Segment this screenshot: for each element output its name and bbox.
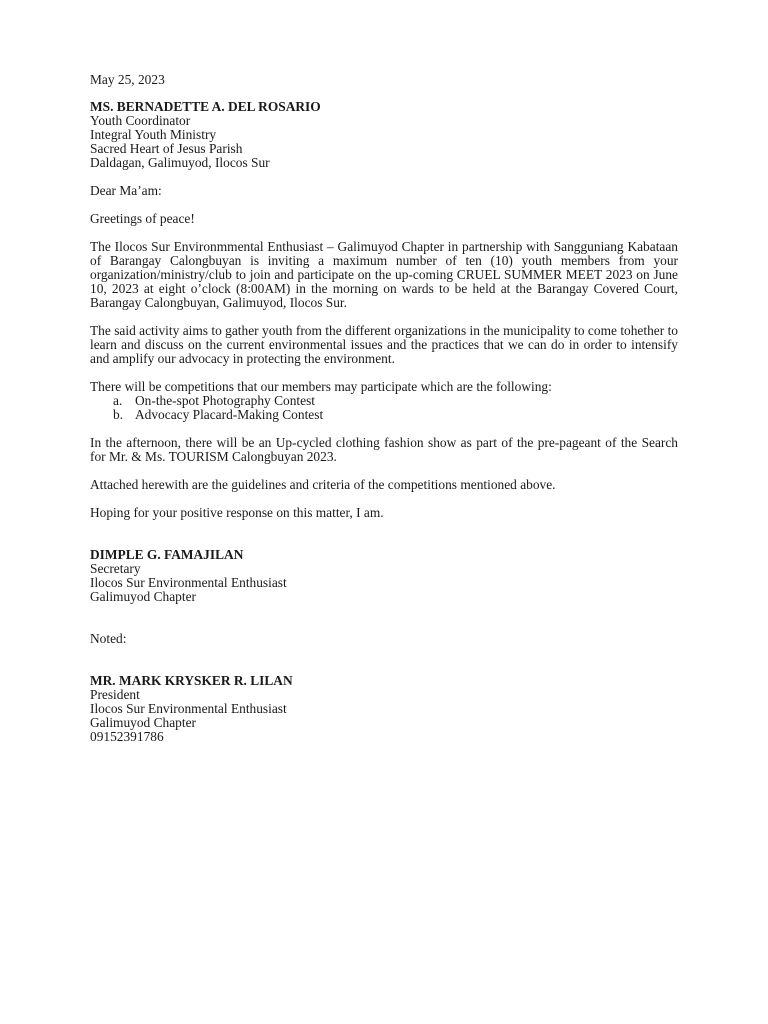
paragraph-attachments: Attached herewith are the guidelines and criteria of the competitions mentioned above. [90,477,556,492]
list-marker: b. [113,407,124,422]
noter-chapter: Galimuyod Chapter [90,715,196,730]
paragraph-fashion-show: In the afternoon, there will be an Up-cycled clothing fashion show as part of the pre-pageant of the Search for Mr. & Ms. TOURISM Calongbuyan 2023. [90,435,678,464]
recipient-parish: Sacred Heart of Jesus Parish [90,141,243,156]
noted-label: Noted: [90,631,127,646]
paragraph-invitation: The Ilocos Sur Environmmental Enthusiast – Galimuyod Chapter in partnership with Sangguniang Kabataan of Barangay Calongbuyan is inviting a maximum number of ten (10) youth members from your organization/ministry/club to join and participate on the up-coming CRUEL SUMMER MEET 2023 on June 10, 2023 at eight o’clock (8:00AM) in the morning on wards to be held at the Barangay Covered Court, Barangay Calongbuyan, Galimuyod, Ilocos Sur. [90,239,678,310]
sender-chapter: Galimuyod Chapter [90,589,196,604]
sender-org: Ilocos Sur Environmental Enthusiast [90,575,287,590]
recipient-title: Youth Coordinator [90,113,191,128]
sender-block [90,548,678,604]
greeting: Greetings of peace! [90,211,195,226]
noter-org: Ilocos Sur Environmental Enthusiast [90,701,287,716]
list-item [90,394,678,408]
recipient-org: Integral Youth Ministry [90,127,217,142]
recipient-name: MS. BERNADETTE A. DEL ROSARIO [90,99,321,114]
letter-date: May 25, 2023 [90,72,165,87]
noter-name: MR. MARK KRYSKER R. LILAN [90,673,293,688]
noter-phone: 09152391786 [90,729,164,744]
paragraph-closing: Hoping for your positive response on this matter, I am. [90,505,384,520]
list-item-text: On-the-spot Photography Contest [135,393,316,408]
competitions-list [90,394,678,422]
letter [90,73,678,744]
paragraph-purpose: The said activity aims to gather youth from the different organizations in the municipality to come tohether to learn and discuss on the current environmental issues and the practices that we can do in order to intensify and amplify our advocacy in protecting the environment. [90,323,678,366]
sender-name: DIMPLE G. FAMAJILAN [90,547,244,562]
noter-title: President [90,687,140,702]
recipient-address: Daldagan, Galimuyod, Ilocos Sur [90,155,270,170]
paragraph-competitions-intro: There will be competitions that our members may participate which are the following: [90,379,552,394]
list-item-text: Advocacy Placard-Making Contest [135,407,324,422]
list-marker: a. [113,393,123,408]
recipient-block [90,100,678,170]
list-item [90,408,678,422]
sender-title: Secretary [90,561,141,576]
salutation: Dear Ma’am: [90,183,162,198]
noter-block [90,674,678,744]
